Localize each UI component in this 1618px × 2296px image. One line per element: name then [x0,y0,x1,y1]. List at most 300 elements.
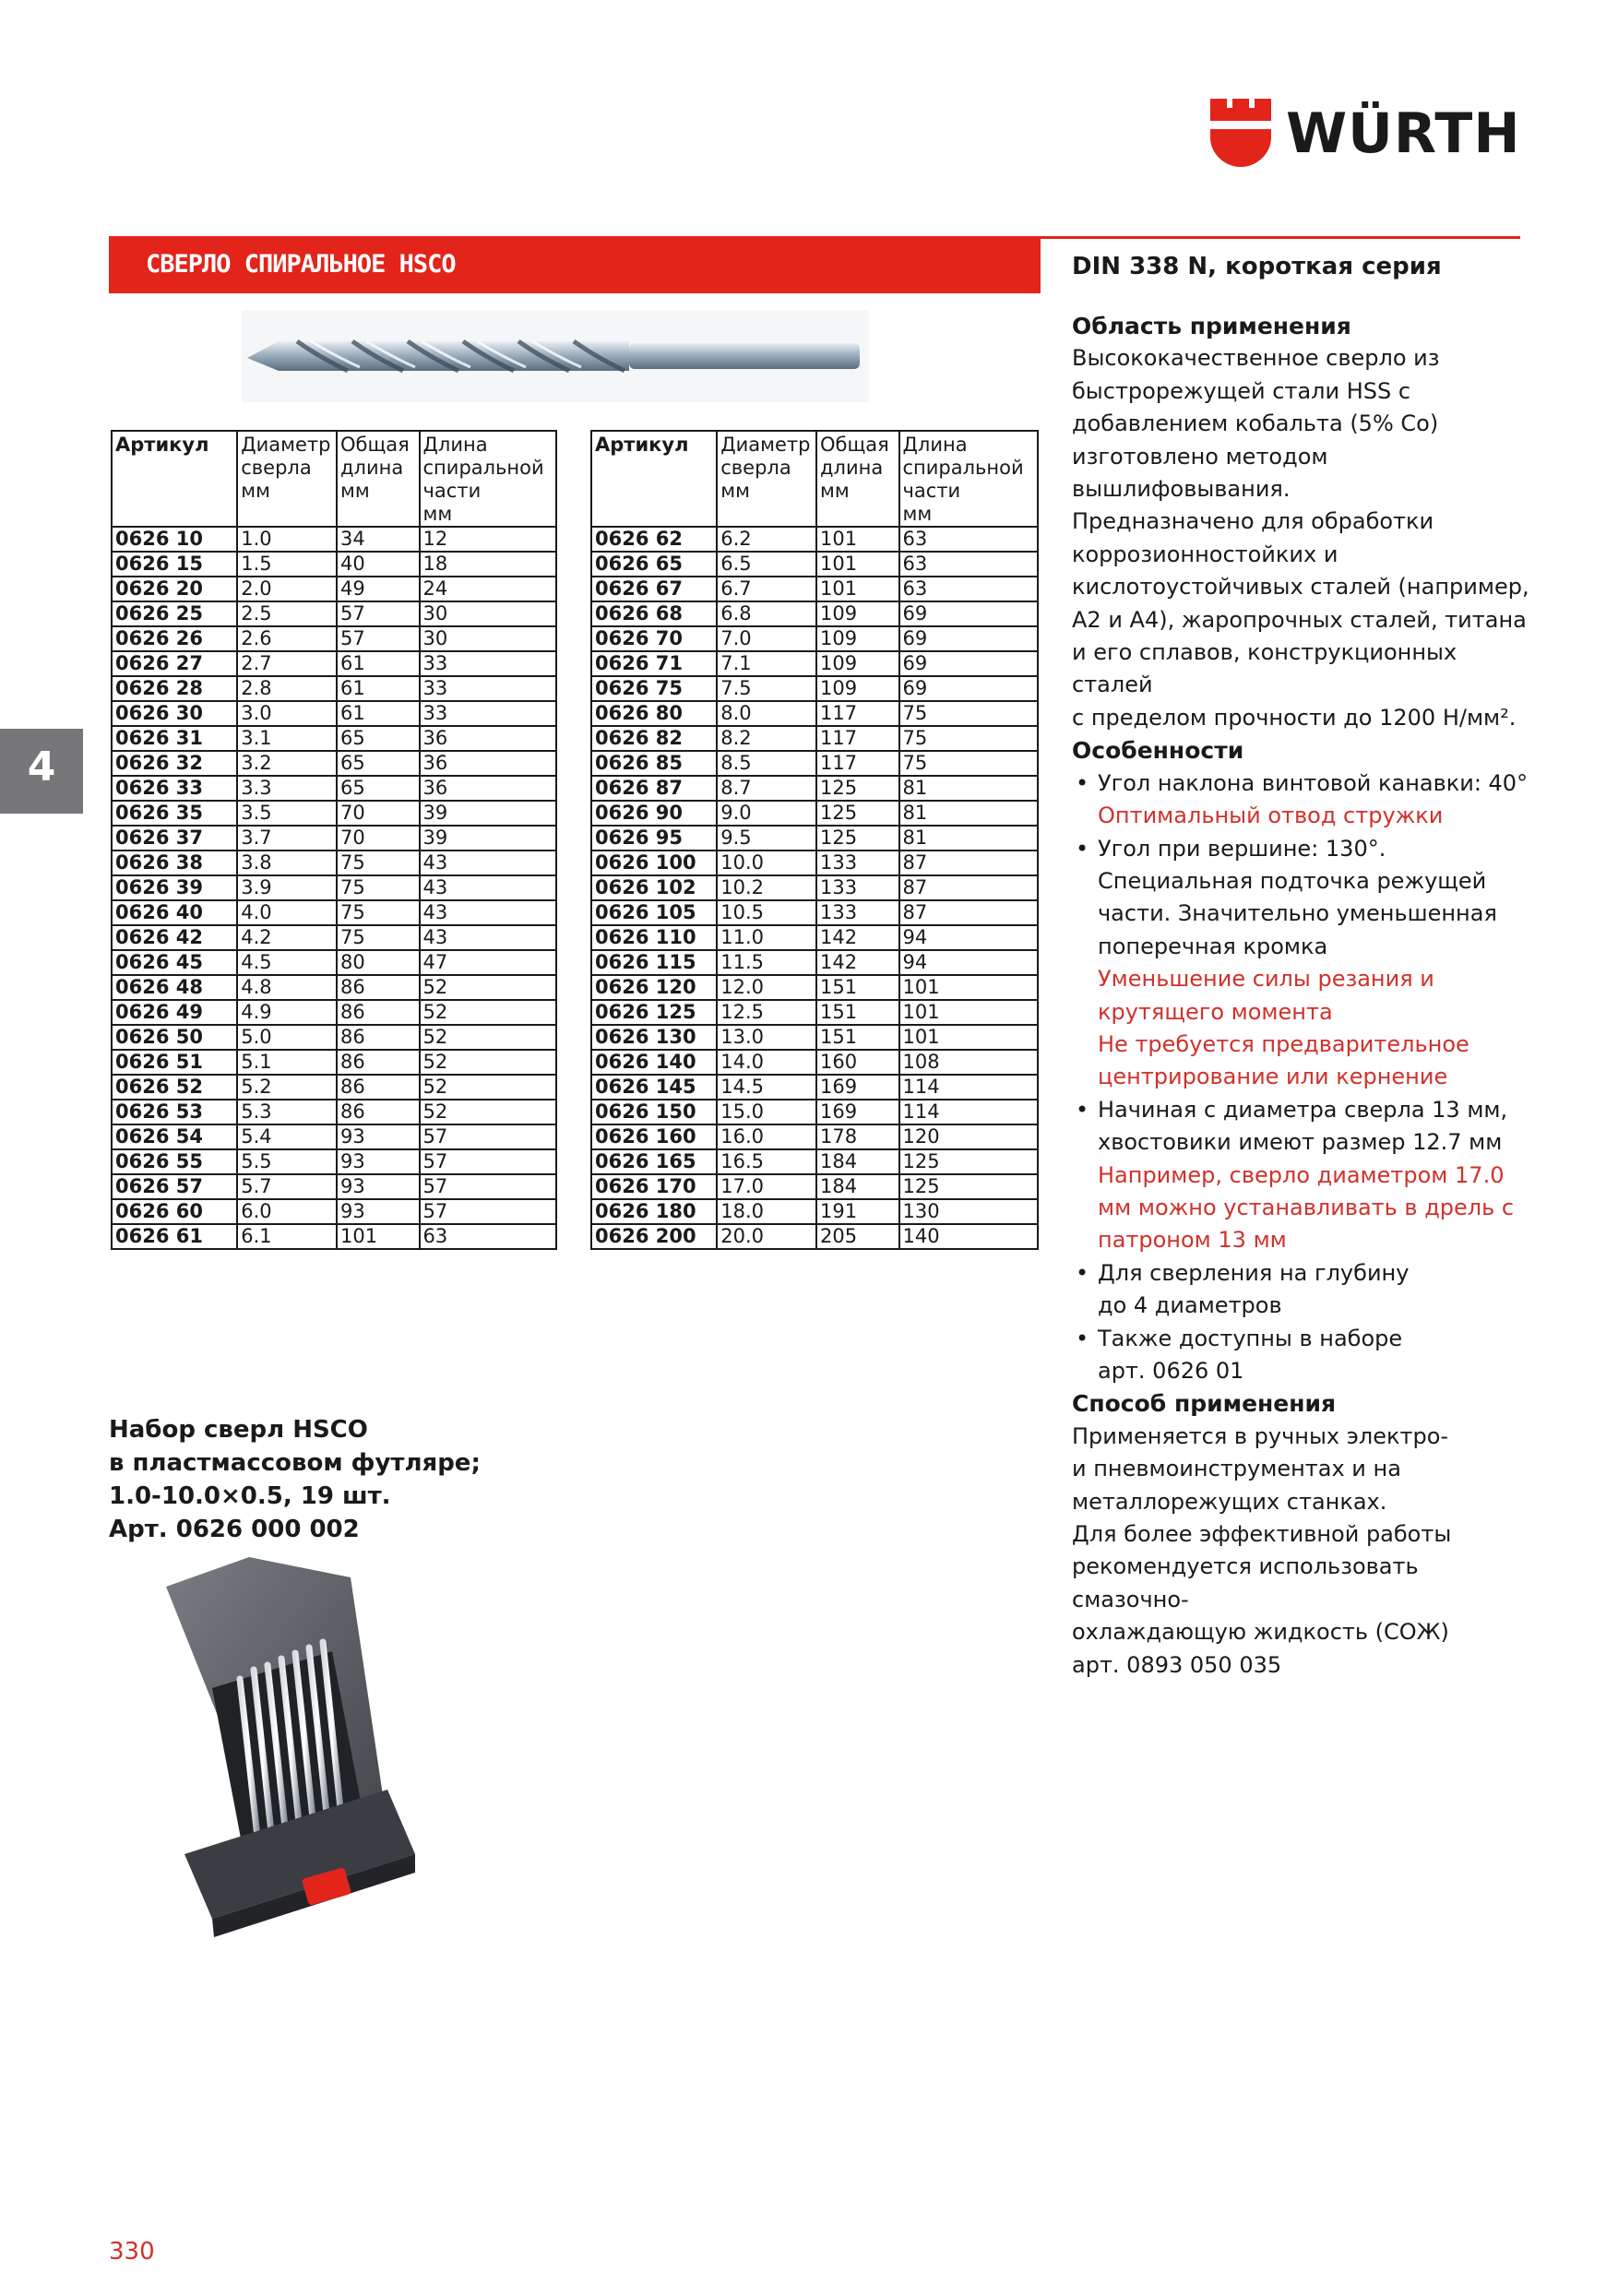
diameter-cell: 4.9 [237,1000,337,1025]
spiral-length-cell: 52 [420,1050,556,1075]
length-cell: 93 [337,1174,419,1199]
length-cell: 169 [816,1075,898,1100]
article-cell: 0626 61 [112,1224,237,1249]
table-row [591,826,1038,851]
article-cell: 0626 25 [112,601,237,626]
article-cell: 0626 150 [591,1100,717,1124]
table-row [591,601,1038,626]
length-cell: 125 [816,826,898,851]
table-row [112,1124,556,1149]
diameter-cell: 3.2 [237,751,337,776]
section-tab[interactable] [0,729,83,814]
spiral-length-cell: 130 [899,1199,1039,1224]
length-cell: 169 [816,1100,898,1124]
spiral-length-cell: 101 [899,1000,1039,1025]
diameter-cell: 8.0 [717,701,816,726]
diameter-cell: 2.0 [237,577,337,601]
feature-line: • Для сверления на глубину [1098,1259,1410,1286]
diameter-cell: 4.5 [237,950,337,975]
article-cell: 0626 90 [591,801,717,826]
length-cell: 93 [337,1124,419,1149]
spiral-length-cell: 120 [899,1124,1039,1149]
diameter-cell: 1.0 [237,527,337,552]
set-caption [109,1413,496,1546]
features-list [1072,767,1533,1388]
table-row [112,950,556,975]
feature-item [1072,1094,1533,1257]
spiral-length-cell: 140 [899,1224,1039,1249]
spec-table-right [590,430,1039,1250]
length-cell: 75 [337,900,419,925]
diameter-cell: 5.2 [237,1075,337,1100]
length-cell: 93 [337,1199,419,1224]
length-cell: 86 [337,1025,419,1050]
diameter-cell: 6.2 [717,527,816,552]
title-bar [109,236,1041,293]
article-cell: 0626 200 [591,1224,717,1249]
diameter-cell: 5.3 [237,1100,337,1124]
drill-set-case-image [111,1550,489,1941]
spiral-length-cell: 52 [420,1100,556,1124]
length-cell: 75 [337,851,419,875]
diameter-cell: 8.7 [717,776,816,801]
article-cell: 0626 57 [112,1174,237,1199]
table-row [591,1199,1038,1224]
feature-line: Специальная подточка режущей [1098,867,1487,894]
spec-table-left [111,430,557,1250]
length-cell: 109 [816,651,898,676]
spiral-length-cell: 63 [420,1224,556,1249]
table-row [591,801,1038,826]
article-cell: 0626 105 [591,900,717,925]
article-cell: 0626 54 [112,1124,237,1149]
text-line: быстрорежущей стали HSS с [1072,377,1411,404]
length-cell: 117 [816,726,898,751]
table-row [112,900,556,925]
article-cell: 0626 75 [591,676,717,701]
spiral-length-cell: 114 [899,1075,1039,1100]
feature-benefit-line: мм можно устанавливать в дрель с [1098,1194,1515,1220]
diameter-cell: 5.0 [237,1025,337,1050]
article-cell: 0626 52 [112,1075,237,1100]
table-row [112,1100,556,1124]
spiral-length-cell: 33 [420,676,556,701]
table-row [112,701,556,726]
article-cell: 0626 125 [591,1000,717,1025]
table-row [112,925,556,950]
table-row [112,776,556,801]
usage-heading: Способ применения [1072,1390,1337,1418]
table-row [112,1149,556,1174]
diameter-cell: 10.2 [717,875,816,900]
length-cell: 80 [337,950,419,975]
length-cell: 93 [337,1149,419,1174]
text-line: и его сплавов, конструкционных сталей [1072,639,1457,698]
article-cell: 0626 62 [591,527,717,552]
length-cell: 86 [337,1050,419,1075]
length-cell: 142 [816,925,898,950]
spiral-length-cell: 39 [420,801,556,826]
table-row [591,676,1038,701]
col-header-diameter: Диаметр сверла мм [717,431,816,527]
spiral-length-cell: 57 [420,1149,556,1174]
table-row [112,726,556,751]
diameter-cell: 2.5 [237,601,337,626]
length-cell: 151 [816,975,898,1000]
spiral-length-cell: 101 [899,1025,1039,1050]
length-cell: 86 [337,1000,419,1025]
length-cell: 70 [337,826,419,851]
table-row [112,875,556,900]
article-cell: 0626 28 [112,676,237,701]
article-cell: 0626 26 [112,626,237,651]
table-row [112,801,556,826]
length-cell: 109 [816,601,898,626]
page-title: СВЕРЛО СПИРАЛЬНОЕ HSCO [146,250,456,279]
table-row [591,751,1038,776]
article-cell: 0626 115 [591,950,717,975]
length-cell: 109 [816,676,898,701]
table-row [591,552,1038,577]
feature-line: арт. 0626 01 [1098,1358,1244,1384]
diameter-cell: 7.5 [717,676,816,701]
article-cell: 0626 60 [112,1199,237,1224]
table-row [591,975,1038,1000]
col-header-spiral-length: Длина спиральной части мм [899,431,1039,527]
diameter-cell: 12.5 [717,1000,816,1025]
spiral-length-cell: 108 [899,1050,1039,1075]
table-row [591,851,1038,875]
diameter-cell: 4.0 [237,900,337,925]
length-cell: 191 [816,1199,898,1224]
length-cell: 205 [816,1224,898,1249]
spiral-length-cell: 33 [420,651,556,676]
table-row [112,975,556,1000]
spiral-length-cell: 69 [899,651,1039,676]
article-cell: 0626 102 [591,875,717,900]
article-cell: 0626 51 [112,1050,237,1075]
length-cell: 151 [816,1025,898,1050]
text-line: металлорежущих станках. [1072,1488,1387,1515]
article-cell: 0626 130 [591,1025,717,1050]
diameter-cell: 3.1 [237,726,337,751]
length-cell: 49 [337,577,419,601]
spiral-length-cell: 81 [899,826,1039,851]
diameter-cell: 10.0 [717,851,816,875]
spiral-length-cell: 18 [420,552,556,577]
wurth-logo [1210,99,1524,167]
table-row [112,577,556,601]
table-row [112,1025,556,1050]
table-row [591,950,1038,975]
table-row [591,925,1038,950]
col-header-length: Общая длина мм [337,431,419,527]
table-row [112,1199,556,1224]
diameter-cell: 6.1 [237,1224,337,1249]
diameter-cell: 4.8 [237,975,337,1000]
spiral-length-cell: 75 [899,751,1039,776]
spiral-length-cell: 69 [899,601,1039,626]
table-row [591,1174,1038,1199]
text-line: с пределом прочности до 1200 Н/мм². [1072,704,1517,731]
length-cell: 117 [816,751,898,776]
feature-item [1072,767,1533,833]
article-cell: 0626 95 [591,826,717,851]
table-header-row [591,431,1038,527]
diameter-cell: 7.0 [717,626,816,651]
article-cell: 0626 100 [591,851,717,875]
spiral-length-cell: 81 [899,776,1039,801]
length-cell: 142 [816,950,898,975]
diameter-cell: 5.5 [237,1149,337,1174]
diameter-cell: 3.5 [237,801,337,826]
diameter-cell: 6.7 [717,577,816,601]
article-cell: 0626 85 [591,751,717,776]
area-heading: Область применения [1072,313,1351,339]
feature-line: • Угол при вершине: 130°. [1098,835,1386,862]
table-row [112,826,556,851]
length-cell: 133 [816,900,898,925]
spiral-length-cell: 94 [899,950,1039,975]
article-cell: 0626 80 [591,701,717,726]
length-cell: 75 [337,925,419,950]
diameter-cell: 11.5 [717,950,816,975]
article-cell: 0626 67 [591,577,717,601]
length-cell: 184 [816,1149,898,1174]
table-row [591,776,1038,801]
table-row [112,527,556,552]
col-header-length: Общая длина мм [816,431,898,527]
table-row [591,527,1038,552]
feature-benefit-line: Например, сверло диаметром 17.0 [1098,1161,1505,1188]
article-cell: 0626 145 [591,1075,717,1100]
length-cell: 125 [816,776,898,801]
table-row [112,601,556,626]
spiral-length-cell: 125 [899,1149,1039,1174]
article-cell: 0626 120 [591,975,717,1000]
area-text [1072,342,1533,734]
article-cell: 0626 20 [112,577,237,601]
length-cell: 160 [816,1050,898,1075]
spiral-length-cell: 101 [899,975,1039,1000]
article-cell: 0626 71 [591,651,717,676]
spiral-length-cell: 52 [420,1000,556,1025]
description-column [1072,251,1533,1682]
diameter-cell: 11.0 [717,925,816,950]
article-cell: 0626 45 [112,950,237,975]
feature-line: хвостовики имеют размер 12.7 мм [1098,1129,1503,1156]
length-cell: 65 [337,726,419,751]
length-cell: 178 [816,1124,898,1149]
length-cell: 61 [337,701,419,726]
table-row [591,1149,1038,1174]
article-cell: 0626 39 [112,875,237,900]
article-cell: 0626 53 [112,1100,237,1124]
diameter-cell: 2.6 [237,626,337,651]
article-cell: 0626 50 [112,1025,237,1050]
article-cell: 0626 35 [112,801,237,826]
text-line: арт. 0893 050 035 [1072,1651,1282,1678]
text-line: кислотоустойчивых сталей (например, [1072,574,1529,601]
article-cell: 0626 48 [112,975,237,1000]
spiral-length-cell: 87 [899,875,1039,900]
spiral-length-cell: 33 [420,701,556,726]
length-cell: 133 [816,875,898,900]
diameter-cell: 3.0 [237,701,337,726]
table-row [591,701,1038,726]
spiral-length-cell: 30 [420,601,556,626]
length-cell: 125 [816,801,898,826]
spiral-length-cell: 87 [899,900,1039,925]
text-line: Высококачественное сверло из [1072,345,1440,372]
length-cell: 117 [816,701,898,726]
article-cell: 0626 68 [591,601,717,626]
col-header-article: Артикул [591,431,717,527]
diameter-cell: 9.5 [717,826,816,851]
table-row [112,552,556,577]
length-cell: 133 [816,851,898,875]
text-line: добавлением кобальта (5% Co) [1072,410,1439,437]
article-cell: 0626 31 [112,726,237,751]
table-row [112,1050,556,1075]
diameter-cell: 3.7 [237,826,337,851]
spiral-length-cell: 43 [420,925,556,950]
table-row [591,626,1038,651]
table-header-row [112,431,556,527]
diameter-cell: 13.0 [717,1025,816,1050]
brand-name: WÜRTH [1286,101,1521,166]
diameter-cell: 1.5 [237,552,337,577]
diameter-cell: 5.1 [237,1050,337,1075]
table-row [591,900,1038,925]
spiral-length-cell: 43 [420,900,556,925]
diameter-cell: 10.5 [717,900,816,925]
article-cell: 0626 110 [591,925,717,950]
feature-line: до 4 диаметров [1098,1292,1282,1319]
diameter-cell: 5.4 [237,1124,337,1149]
article-cell: 0626 160 [591,1124,717,1149]
diameter-cell: 18.0 [717,1199,816,1224]
standard-subtitle: DIN 338 N, короткая серия [1072,253,1442,280]
text-line: Предназначено для обработки [1072,508,1434,535]
length-cell: 184 [816,1174,898,1199]
spiral-length-cell: 39 [420,826,556,851]
diameter-cell: 16.5 [717,1149,816,1174]
set-caption-line: Арт. 0626 000 002 [109,1516,360,1543]
spiral-length-cell: 30 [420,626,556,651]
article-cell: 0626 49 [112,1000,237,1025]
usage-text [1072,1421,1533,1682]
spiral-length-cell: 57 [420,1124,556,1149]
spiral-length-cell: 81 [899,801,1039,826]
feature-line: поперечная кромка [1098,933,1328,959]
feature-line: • Также доступны в наборе [1098,1325,1403,1351]
table-row [591,875,1038,900]
length-cell: 86 [337,975,419,1000]
table-row [112,676,556,701]
title-divider [1041,236,1520,239]
spiral-length-cell: 52 [420,1075,556,1100]
table-row [112,751,556,776]
table-row [591,1050,1038,1075]
article-cell: 0626 70 [591,626,717,651]
article-cell: 0626 30 [112,701,237,726]
spiral-length-cell: 125 [899,1174,1039,1199]
wurth-logo-mark-icon [1210,99,1271,167]
article-cell: 0626 87 [591,776,717,801]
table-row [112,851,556,875]
diameter-cell: 20.0 [717,1224,816,1249]
diameter-cell: 14.5 [717,1075,816,1100]
spiral-length-cell: 94 [899,925,1039,950]
text-line: A2 и A4), жаропрочных сталей, титана [1072,606,1527,633]
diameter-cell: 17.0 [717,1174,816,1199]
spiral-length-cell: 36 [420,751,556,776]
text-line: и пневмоинструментах и на [1072,1456,1401,1482]
table-row [112,651,556,676]
feature-benefit-line: Оптимальный отвод стружки [1098,803,1444,829]
features-heading: Особенности [1072,737,1244,765]
diameter-cell: 7.1 [717,651,816,676]
text-line: Для более эффективной работы [1072,1521,1452,1548]
table-row [112,1174,556,1199]
article-cell: 0626 55 [112,1149,237,1174]
table-row [591,1124,1038,1149]
table-row [591,1025,1038,1050]
feature-benefit-line: патроном 13 мм [1098,1227,1287,1254]
diameter-cell: 2.8 [237,676,337,701]
article-cell: 0626 140 [591,1050,717,1075]
spiral-length-cell: 52 [420,1025,556,1050]
text-line: Применяется в ручных электро- [1072,1422,1449,1449]
article-cell: 0626 33 [112,776,237,801]
diameter-cell: 3.9 [237,875,337,900]
spiral-length-cell: 63 [899,527,1039,552]
feature-item [1072,1323,1533,1388]
spiral-length-cell: 75 [899,726,1039,751]
table-row [591,577,1038,601]
table-row [112,626,556,651]
table-row [112,1224,556,1249]
length-cell: 151 [816,1000,898,1025]
diameter-cell: 15.0 [717,1100,816,1124]
length-cell: 61 [337,651,419,676]
table-row [591,1075,1038,1100]
spiral-length-cell: 36 [420,776,556,801]
table-row [591,651,1038,676]
table-row [112,1075,556,1100]
article-cell: 0626 27 [112,651,237,676]
length-cell: 65 [337,776,419,801]
length-cell: 57 [337,601,419,626]
spiral-length-cell: 36 [420,726,556,751]
text-line: изготовлено методом вышлифовывания. [1072,443,1328,503]
spiral-length-cell: 63 [899,577,1039,601]
spiral-length-cell: 43 [420,875,556,900]
length-cell: 101 [816,552,898,577]
diameter-cell: 6.8 [717,601,816,626]
length-cell: 34 [337,527,419,552]
spiral-length-cell: 57 [420,1174,556,1199]
feature-benefit-line: Уменьшение силы резания и [1098,966,1434,993]
spiral-length-cell: 52 [420,975,556,1000]
spiral-length-cell: 12 [420,527,556,552]
diameter-cell: 6.5 [717,552,816,577]
article-cell: 0626 15 [112,552,237,577]
length-cell: 70 [337,801,419,826]
col-header-spiral-length: Длина спиральной части мм [420,431,556,527]
article-cell: 0626 40 [112,900,237,925]
